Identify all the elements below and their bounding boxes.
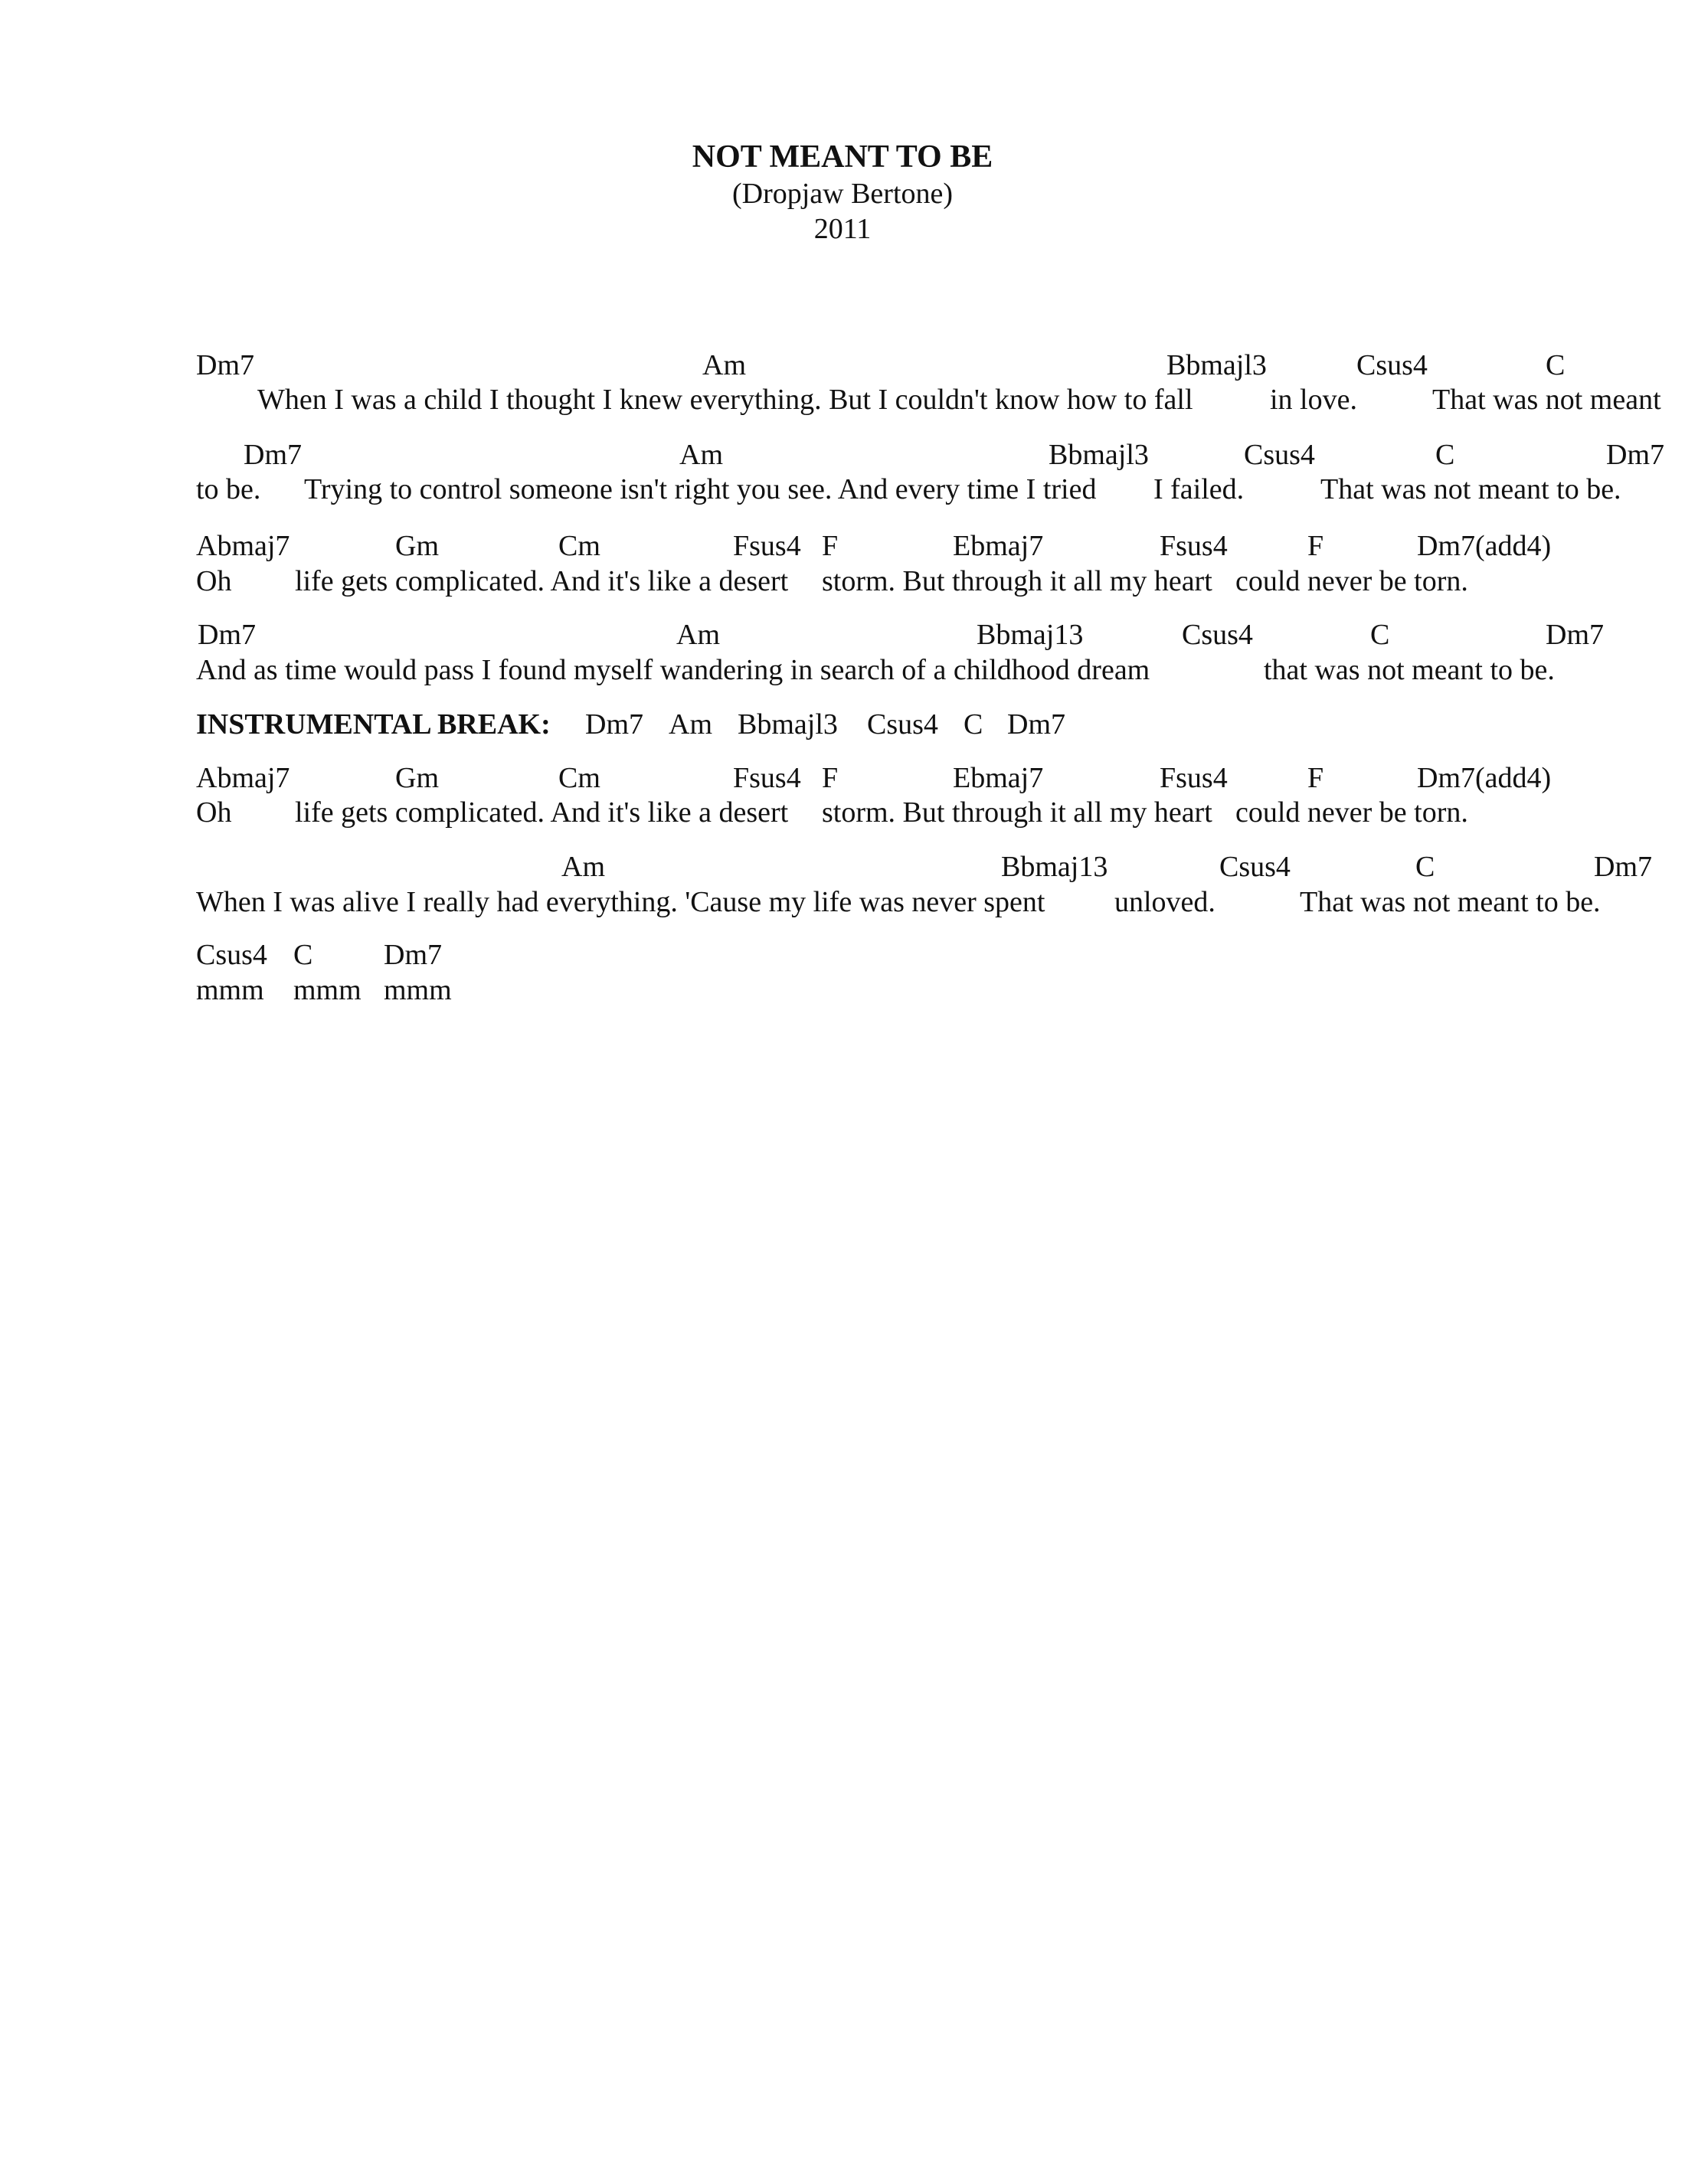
- lyric: Trying to control someone isn't right you see. And every time I tried: [304, 473, 1097, 505]
- lyric: could never be torn.: [1235, 796, 1468, 829]
- chord: Am: [679, 439, 723, 471]
- chord-line: [0, 849, 1685, 884]
- chord: Dm7: [196, 349, 254, 381]
- chord: Bbmaj13: [1001, 851, 1108, 883]
- chord-line: [0, 937, 1685, 973]
- chord: Bbmaj13: [977, 619, 1084, 651]
- chord: Dm7: [384, 939, 442, 971]
- lyric: life gets complicated. And it's like a desert: [295, 565, 789, 597]
- lyric: storm. But through it all my heart: [822, 565, 1212, 597]
- chord: Csus4: [196, 939, 267, 971]
- chord: F: [1307, 530, 1324, 562]
- chord-line: [0, 528, 1685, 564]
- lyric: When I was a child I thought I knew everything. But I couldn't know how to fall: [257, 384, 1193, 416]
- chord: C: [293, 939, 313, 971]
- instrumental-break-label: INSTRUMENTAL BREAK:: [196, 708, 551, 741]
- lyric: that was not meant to be.: [1264, 654, 1555, 686]
- lyric-line: [0, 472, 1685, 507]
- lyric-line: [0, 884, 1685, 920]
- lyric: life gets complicated. And it's like a desert: [295, 796, 789, 829]
- chord-line: [0, 437, 1685, 472]
- chord: C: [964, 708, 983, 741]
- lyric: in love.: [1270, 384, 1357, 416]
- chord: Csus4: [1356, 349, 1428, 381]
- chord: Fsus4: [1160, 530, 1228, 562]
- chord-line: [0, 760, 1685, 796]
- chord: Cm: [558, 762, 600, 794]
- lyric: That was not meant to be.: [1320, 473, 1621, 505]
- lyric: I failed.: [1153, 473, 1245, 505]
- lyric-line: [0, 795, 1685, 830]
- song-artist: (Dropjaw Bertone): [731, 178, 954, 210]
- song-header: [0, 138, 1685, 247]
- chord: C: [1370, 619, 1390, 651]
- lyric: That was not meant: [1432, 384, 1661, 416]
- chord-line: [0, 348, 1685, 383]
- lyric: And as time would pass I found myself wandering in search of a childhood dream: [196, 654, 1150, 686]
- chord: Fsus4: [733, 762, 801, 794]
- lyric: Oh: [196, 565, 232, 597]
- lyric: That was not meant to be.: [1300, 886, 1601, 918]
- chord: Csus4: [867, 708, 938, 741]
- chord: Dm7: [1606, 439, 1664, 471]
- chord: Abmaj7: [196, 762, 290, 794]
- chord: Bbmajl3: [1049, 439, 1149, 471]
- chord: F: [822, 530, 839, 562]
- chord: Dm7: [1546, 619, 1604, 651]
- chord: F: [822, 762, 839, 794]
- lyric: could never be torn.: [1235, 565, 1468, 597]
- chord-line: [0, 617, 1685, 652]
- lyric: mmm: [196, 974, 264, 1006]
- lyric: When I was alive I really had everything. 'Cause my life was never spent: [196, 886, 1045, 918]
- chord: Gm: [395, 762, 439, 794]
- chord: Am: [702, 349, 746, 381]
- chord: Ebmaj7: [953, 530, 1044, 562]
- lyric: mmm: [384, 974, 452, 1006]
- chord: Dm7: [585, 708, 643, 741]
- chord: C: [1435, 439, 1455, 471]
- chord: C: [1546, 349, 1566, 381]
- chord: Dm7: [244, 439, 302, 471]
- chord: Dm7(add4): [1417, 530, 1552, 562]
- chord: Dm7(add4): [1417, 762, 1552, 794]
- lyric-line: [0, 652, 1685, 688]
- chord: F: [1307, 762, 1324, 794]
- chord: Dm7: [1007, 708, 1065, 741]
- song-year: 2011: [813, 213, 872, 245]
- chord: Am: [676, 619, 720, 651]
- chord: Dm7: [198, 619, 256, 651]
- chord: Csus4: [1219, 851, 1291, 883]
- chord: Csus4: [1244, 439, 1315, 471]
- chord: Am: [561, 851, 605, 883]
- lyric-line: [0, 382, 1685, 417]
- chord: Csus4: [1182, 619, 1253, 651]
- instrumental-break-line: [0, 707, 1685, 742]
- chord: Dm7: [1594, 851, 1652, 883]
- chord: Bbmajl3: [738, 708, 838, 741]
- lyric-line: [0, 564, 1685, 599]
- lyric: unloved.: [1114, 886, 1215, 918]
- chord: Fsus4: [1160, 762, 1228, 794]
- chord: Abmaj7: [196, 530, 290, 562]
- lyric: storm. But through it all my heart: [822, 796, 1212, 829]
- chord: Am: [669, 708, 712, 741]
- lyric: mmm: [293, 974, 362, 1006]
- lyric: to be.: [196, 473, 261, 505]
- lyric-line: [0, 973, 1685, 1008]
- chord: C: [1415, 851, 1435, 883]
- chord: Ebmaj7: [953, 762, 1044, 794]
- chord: Bbmajl3: [1166, 349, 1267, 381]
- lyric: Oh: [196, 796, 232, 829]
- chord: Fsus4: [733, 530, 801, 562]
- song-title: NOT MEANT TO BE: [692, 139, 993, 175]
- chord: Cm: [558, 530, 600, 562]
- chord: Gm: [395, 530, 439, 562]
